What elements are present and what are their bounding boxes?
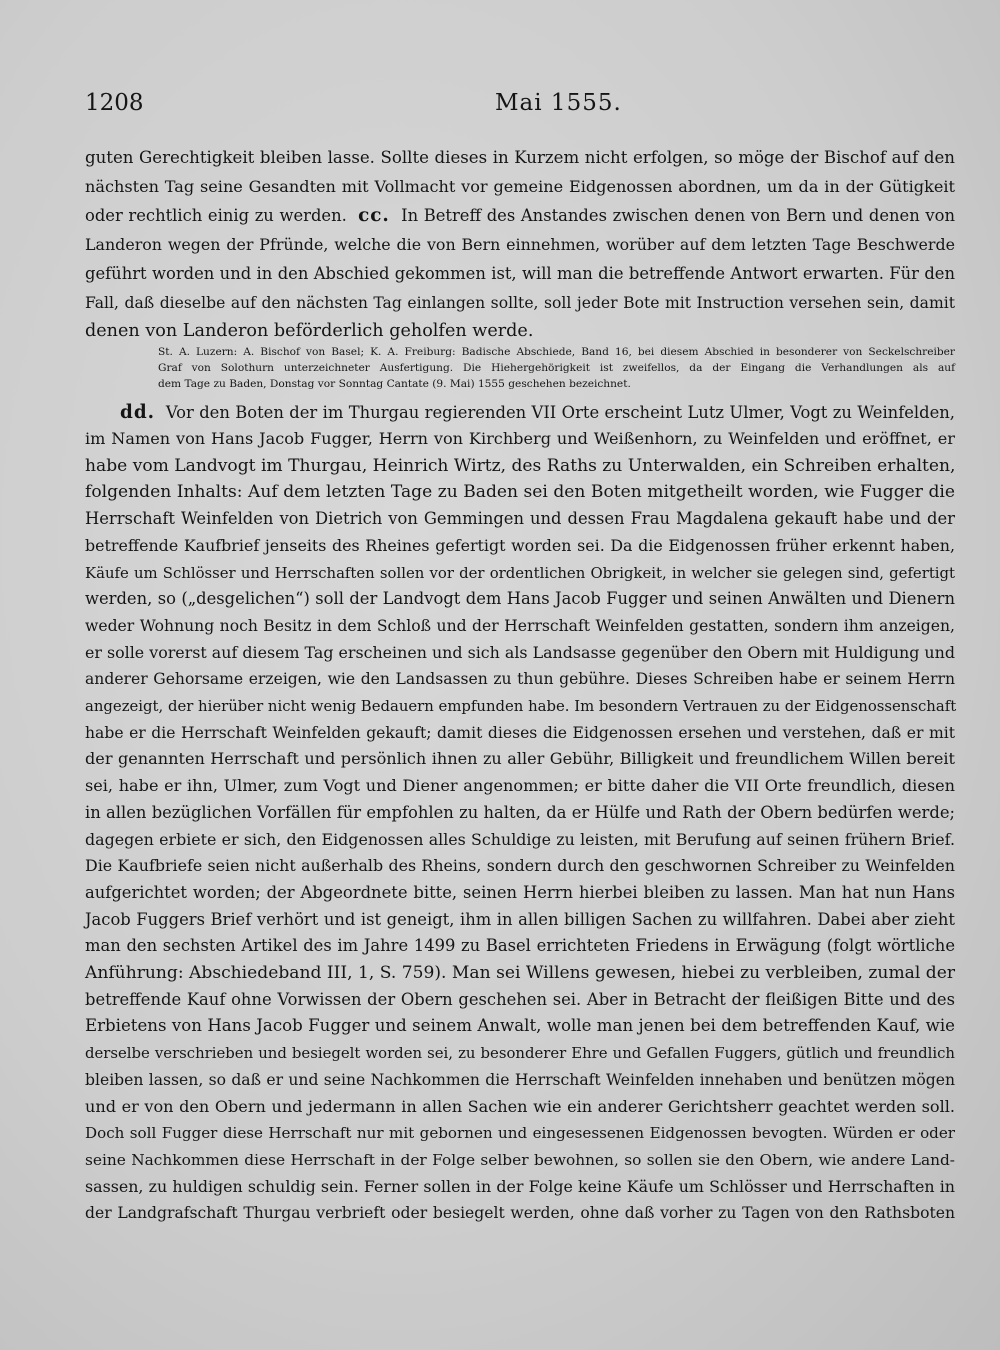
- text-line: aufgerichtet worden; der Abgeordnete bitte, seinen Herrn hierbei bleiben zu lassen. Man hat nun Hans: [85, 883, 955, 902]
- text-line: Landeron wegen der Pfründe, welche die von Bern einnehmen, worüber auf dem letzten Tage Beschwerde: [85, 235, 955, 254]
- text-line: Erbietens von Hans Jacob Fugger und seinem Anwalt, wolle man jenen bei dem betreffenden Kauf, wie: [85, 1016, 955, 1035]
- text-line-rest: Vor den Boten der im Thurgau regierenden VII Orte erscheint Lutz Ulmer, Vogt zu Weinfelden,: [165, 403, 955, 422]
- text-line: in allen bezüglichen Vorfällen für empfohlen zu halten, da er Hülfe und Rath der Obern bedürfen werde;: [85, 803, 955, 822]
- text-line: denen von Landeron beförderlich geholfen werde.: [85, 321, 534, 341]
- running-head: [85, 90, 955, 120]
- text-line-lead: oder rechtlich einig zu werden.: [85, 206, 347, 225]
- text-line: Fall, daß dieselbe auf den nächsten Tag einlangen sollte, soll jeder Bote mit Instruction versehen sein, damit: [85, 294, 955, 312]
- text-line: und er von den Obern und jedermann in allen Sachen wie ein anderer Gerichtsherr geachtet werden soll.: [85, 1097, 955, 1116]
- text-line: dagegen erbiete er sich, den Eidgenossen alles Schuldige zu leisten, mit Berufung auf seinen frühern Brief.: [85, 830, 955, 849]
- text-line: Jacob Fuggers Brief verhört und ist geneigt, ihm in allen billigen Sachen zu willfahren. Dabei aber zieht: [85, 910, 955, 929]
- text-line: im Namen von Hans Jacob Fugger, Herrn von Kirchberg und Weißenhorn, zu Weinfelden und eröffnet, er: [85, 429, 955, 448]
- text-line: anderer Gehorsame erzeigen, wie den Landsassen zu thun gebühre. Dieses Schreiben habe er seinem Herrn: [85, 670, 955, 688]
- text-line: werden, so („desgelichen“) soll der Landvogt dem Hans Jacob Fugger und seinen Anwälten und Dienern: [85, 589, 955, 608]
- text-line: man den sechsten Artikel des im Jahre 1499 zu Basel errichteten Friedens in Erwägung (folgt wörtliche: [85, 936, 955, 955]
- text-line: geführt worden und in den Abschied gekommen ist, will man die betreffende Antwort erwarten. Für den: [85, 264, 955, 283]
- text-line: Herrschaft Weinfelden von Dietrich von Gemmingen und dessen Frau Magdalena gekauft habe und der: [85, 509, 955, 528]
- text-line: weder Wohnung noch Besitz in dem Schloß und der Herrschaft Weinfelden gestatten, sondern ihm anzeigen,: [85, 617, 955, 635]
- text-line: er solle vorerst auf diesem Tag erscheinen und sich als Landsasse gegenüber den Obern mit Huldigung und: [85, 643, 955, 662]
- text-line: [120, 400, 955, 426]
- text-line: habe er die Herrschaft Weinfelden gekauft; damit dieses die Eidgenossen ersehen und verstehen, daß er mit: [85, 724, 955, 742]
- text-line: folgenden Inhalts: Auf dem letzten Tage zu Baden sei den Boten mitgetheilt worden, wie Fugger die: [85, 482, 955, 502]
- text-line: Die Kaufbriefe seien nicht außerhalb des Rheins, sondern durch den geschwornen Schreiber zu Weinfelden: [85, 856, 955, 875]
- text-line: sei, habe er ihn, Ulmer, zum Vogt und Diener angenommen; er bitte daher die VII Orte freundlich, diesen: [85, 776, 955, 795]
- footnote-line: Graf von Solothurn unterzeichneter Ausfertigung. Die Hiehergehörigkeit ist zweifellos, da der Eingang die Verhandlungen als auf: [158, 362, 955, 374]
- footnote-line: dem Tage zu Baden, Donstag vor Sonntag Cantate (9. Mai) 1555 geschehen bezeichnet.: [158, 378, 631, 390]
- text-line: betreffende Kaufbrief jenseits des Rheines gefertigt worden sei. Da die Eidgenossen früher erkennt haben,: [85, 536, 955, 555]
- section-marker-cc: cc.: [358, 205, 390, 226]
- text-line: sassen, zu huldigen schuldig sein. Ferner sollen in der Folge keine Käufe um Schlösser und Herrschaften in: [85, 1177, 955, 1196]
- text-line: Käufe um Schlösser und Herrschaften sollen vor der ordentlichen Obrigkeit, in welcher sie gelegen sind, gefertigt: [85, 564, 955, 582]
- text-line: Doch soll Fugger diese Herrschaft nur mit gebornen und eingesessenen Eidgenossen bevogten. Würden er oder: [85, 1124, 955, 1142]
- text-line: bleiben lassen, so daß er und seine Nachkommen die Herrschaft Weinfelden innehaben und benützen mögen: [85, 1071, 955, 1089]
- text-line: Anführung: Abschiedeband III, 1, S. 759). Man sei Willens gewesen, hiebei zu verbleiben, zumal der: [85, 963, 955, 983]
- section-marker-dd: dd.: [120, 402, 156, 423]
- text-line: seine Nachkommen diese Herrschaft in der Folge selber bewohnen, so sollen sie den Obern, wie andere Land-: [85, 1151, 955, 1169]
- text-line-rest: In Betreff des Anstandes zwischen denen von Bern und denen von: [401, 206, 955, 225]
- text-line: angezeigt, der hierüber nicht wenig Bedauern empfunden habe. Im besondern Vertrauen zu der Eidgenossenschaft: [85, 697, 957, 715]
- text-line: [85, 203, 955, 229]
- text-line: der Landgrafschaft Thurgau verbrieft oder besiegelt werden, ohne daß vorher zu Tagen von den Rathsboten: [85, 1204, 955, 1222]
- text-line: guten Gerechtigkeit bleiben lasse. Sollte dieses in Kurzem nicht erfolgen, so möge der Bischof auf den: [85, 148, 955, 167]
- text-line: habe vom Landvogt im Thurgau, Heinrich Wirtz, des Raths zu Unterwalden, ein Schreiben erhalten,: [85, 456, 956, 476]
- text-line: betreffende Kauf ohne Vorwissen der Obern geschehen sei. Aber in Betracht der fleißigen Bitte und des: [85, 990, 955, 1009]
- text-line: der genannten Herrschaft und persönlich ihnen zu aller Gebühr, Billigkeit und freundlichem Willen bereit: [85, 749, 955, 768]
- text-line: nächsten Tag seine Gesandten mit Vollmacht vor gemeine Eidgenossen abordnen, um da in der Gütigkeit: [85, 177, 955, 196]
- page-number: 1208: [85, 90, 144, 116]
- running-head-title: Mai 1555.: [495, 90, 622, 116]
- footnote-line: St. A. Luzern: A. Bischof von Basel; K. A. Freiburg: Badische Abschiede, Band 16, bei diesem Abschied in besonderer von Seckelschreiber: [158, 346, 955, 358]
- text-line: derselbe verschrieben und besiegelt worden sei, zu besonderer Ehre und Gefallen Fuggers, gütlich und freundlich: [85, 1044, 955, 1062]
